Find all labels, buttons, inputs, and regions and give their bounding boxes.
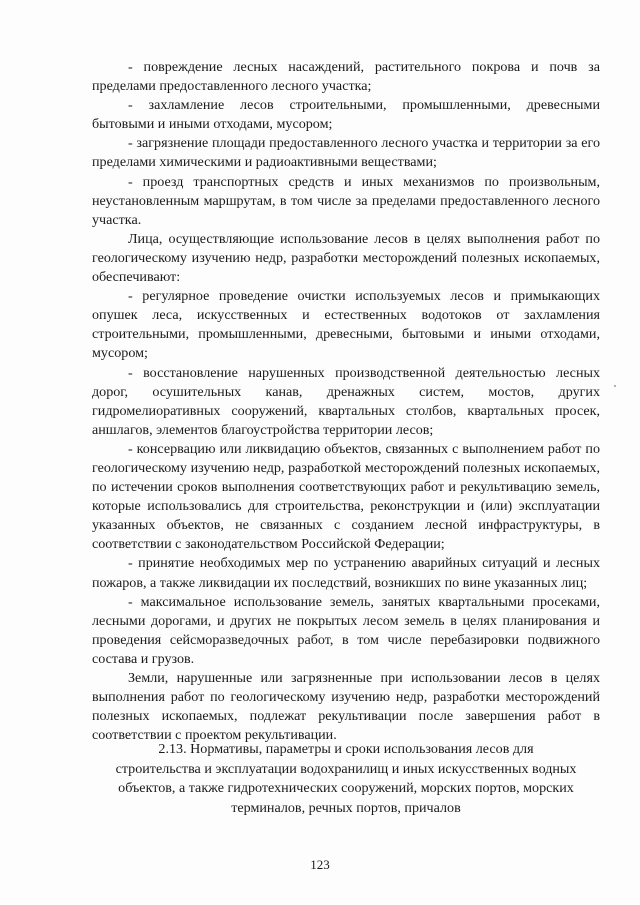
paragraph-conservation: - консервацию или ликвидацию объектов, связанных с выполнением работ по геологическому изучению недр, разработкой месторождений полезных ископаемых, по истечении сроков выполнения соответствующих работ и рекультивацию земель, которые использовались для строительства, реконструкции и (или) эксплуатации указанных объектов, не связанных с созданием лесной инфраструктуры, в соответствии с законодательством Российской Федерации; [92,440,600,553]
paragraph-littering: - захламление лесов строительными, промышленными, древесными бытовыми и иными отходами, мусором; [92,97,600,133]
paragraph-recultivation: Земли, нарушенные или загрязненные при использовании лесов в целях выполнения работ по геологическому изучению недр, разработки месторождений полезных ископаемых, подлежат рекультивации после завершения работ в соответствии с проектом рекультивации. [92,670,600,744]
paragraph-maximum-use: - максимальное использование земель, занятых квартальными просеками, лесными дорогами, и других не покрытых лесом земель в целях планирования и проведения сейсморазведочных работ, в том числе перебазировки подвижного состава и грузов. [92,593,600,667]
page-number: 123 [310,857,330,872]
paragraph-pollution: - загрязнение площади предоставленного лесного участка и территории за его пределами химическими и радиоактивными веществами; [92,135,600,171]
paragraph-regular-cleaning: - регулярное проведение очистки используемых лесов и примыкающих опушек леса, искусственных и естественных водотоков от захламления строительными, промышленными, древесными, бытовыми и иными отходами, мусором; [92,288,600,362]
heading-line: 2.13. Нормативы, параметры и сроки использования лесов для [158,741,534,757]
paragraph-persons-ensure: Лица, осуществляющие использование лесов в целях выполнения работ по геологическому изучению недр, разработки месторождений полезных ископаемых, обеспечивают: [92,230,600,286]
paragraph-emergency-measures: - принятие необходимых мер по устранению аварийных ситуаций и лесных пожаров, а также ликвидации их последствий, возникших по вине указанных лиц; [92,555,600,591]
paragraph-damage-plantings: - повреждение лесных насаждений, растительного покрова и почв за пределами предоставленного лесного участка; [92,59,600,95]
scan-speck [614,385,616,387]
heading-line: объектов, а также гидротехнических сооружений, морских портов, морских [118,780,574,796]
heading-line: строительства и эксплуатации водохранилищ и иных искусственных водных [115,760,577,777]
body-text [92,58,600,745]
heading-line: терминалов, речных портов, причалов [231,799,461,816]
paragraph-vehicle-passage: - проезд транспортных средств и иных механизмов по произвольным, неустановленным маршрутам, в том числе за пределами предоставленного лесного участка. [92,173,600,228]
paragraph-restoration: - восстановление нарушенных производственной деятельностью лесных дорог, осушительных канав, дренажных систем, мостов, других гидромелиоративных сооружений, квартальных столбов, квартальных просек, аншлагов, элементов благоустройства территории лесов; [92,364,600,438]
section-heading [92,740,600,818]
